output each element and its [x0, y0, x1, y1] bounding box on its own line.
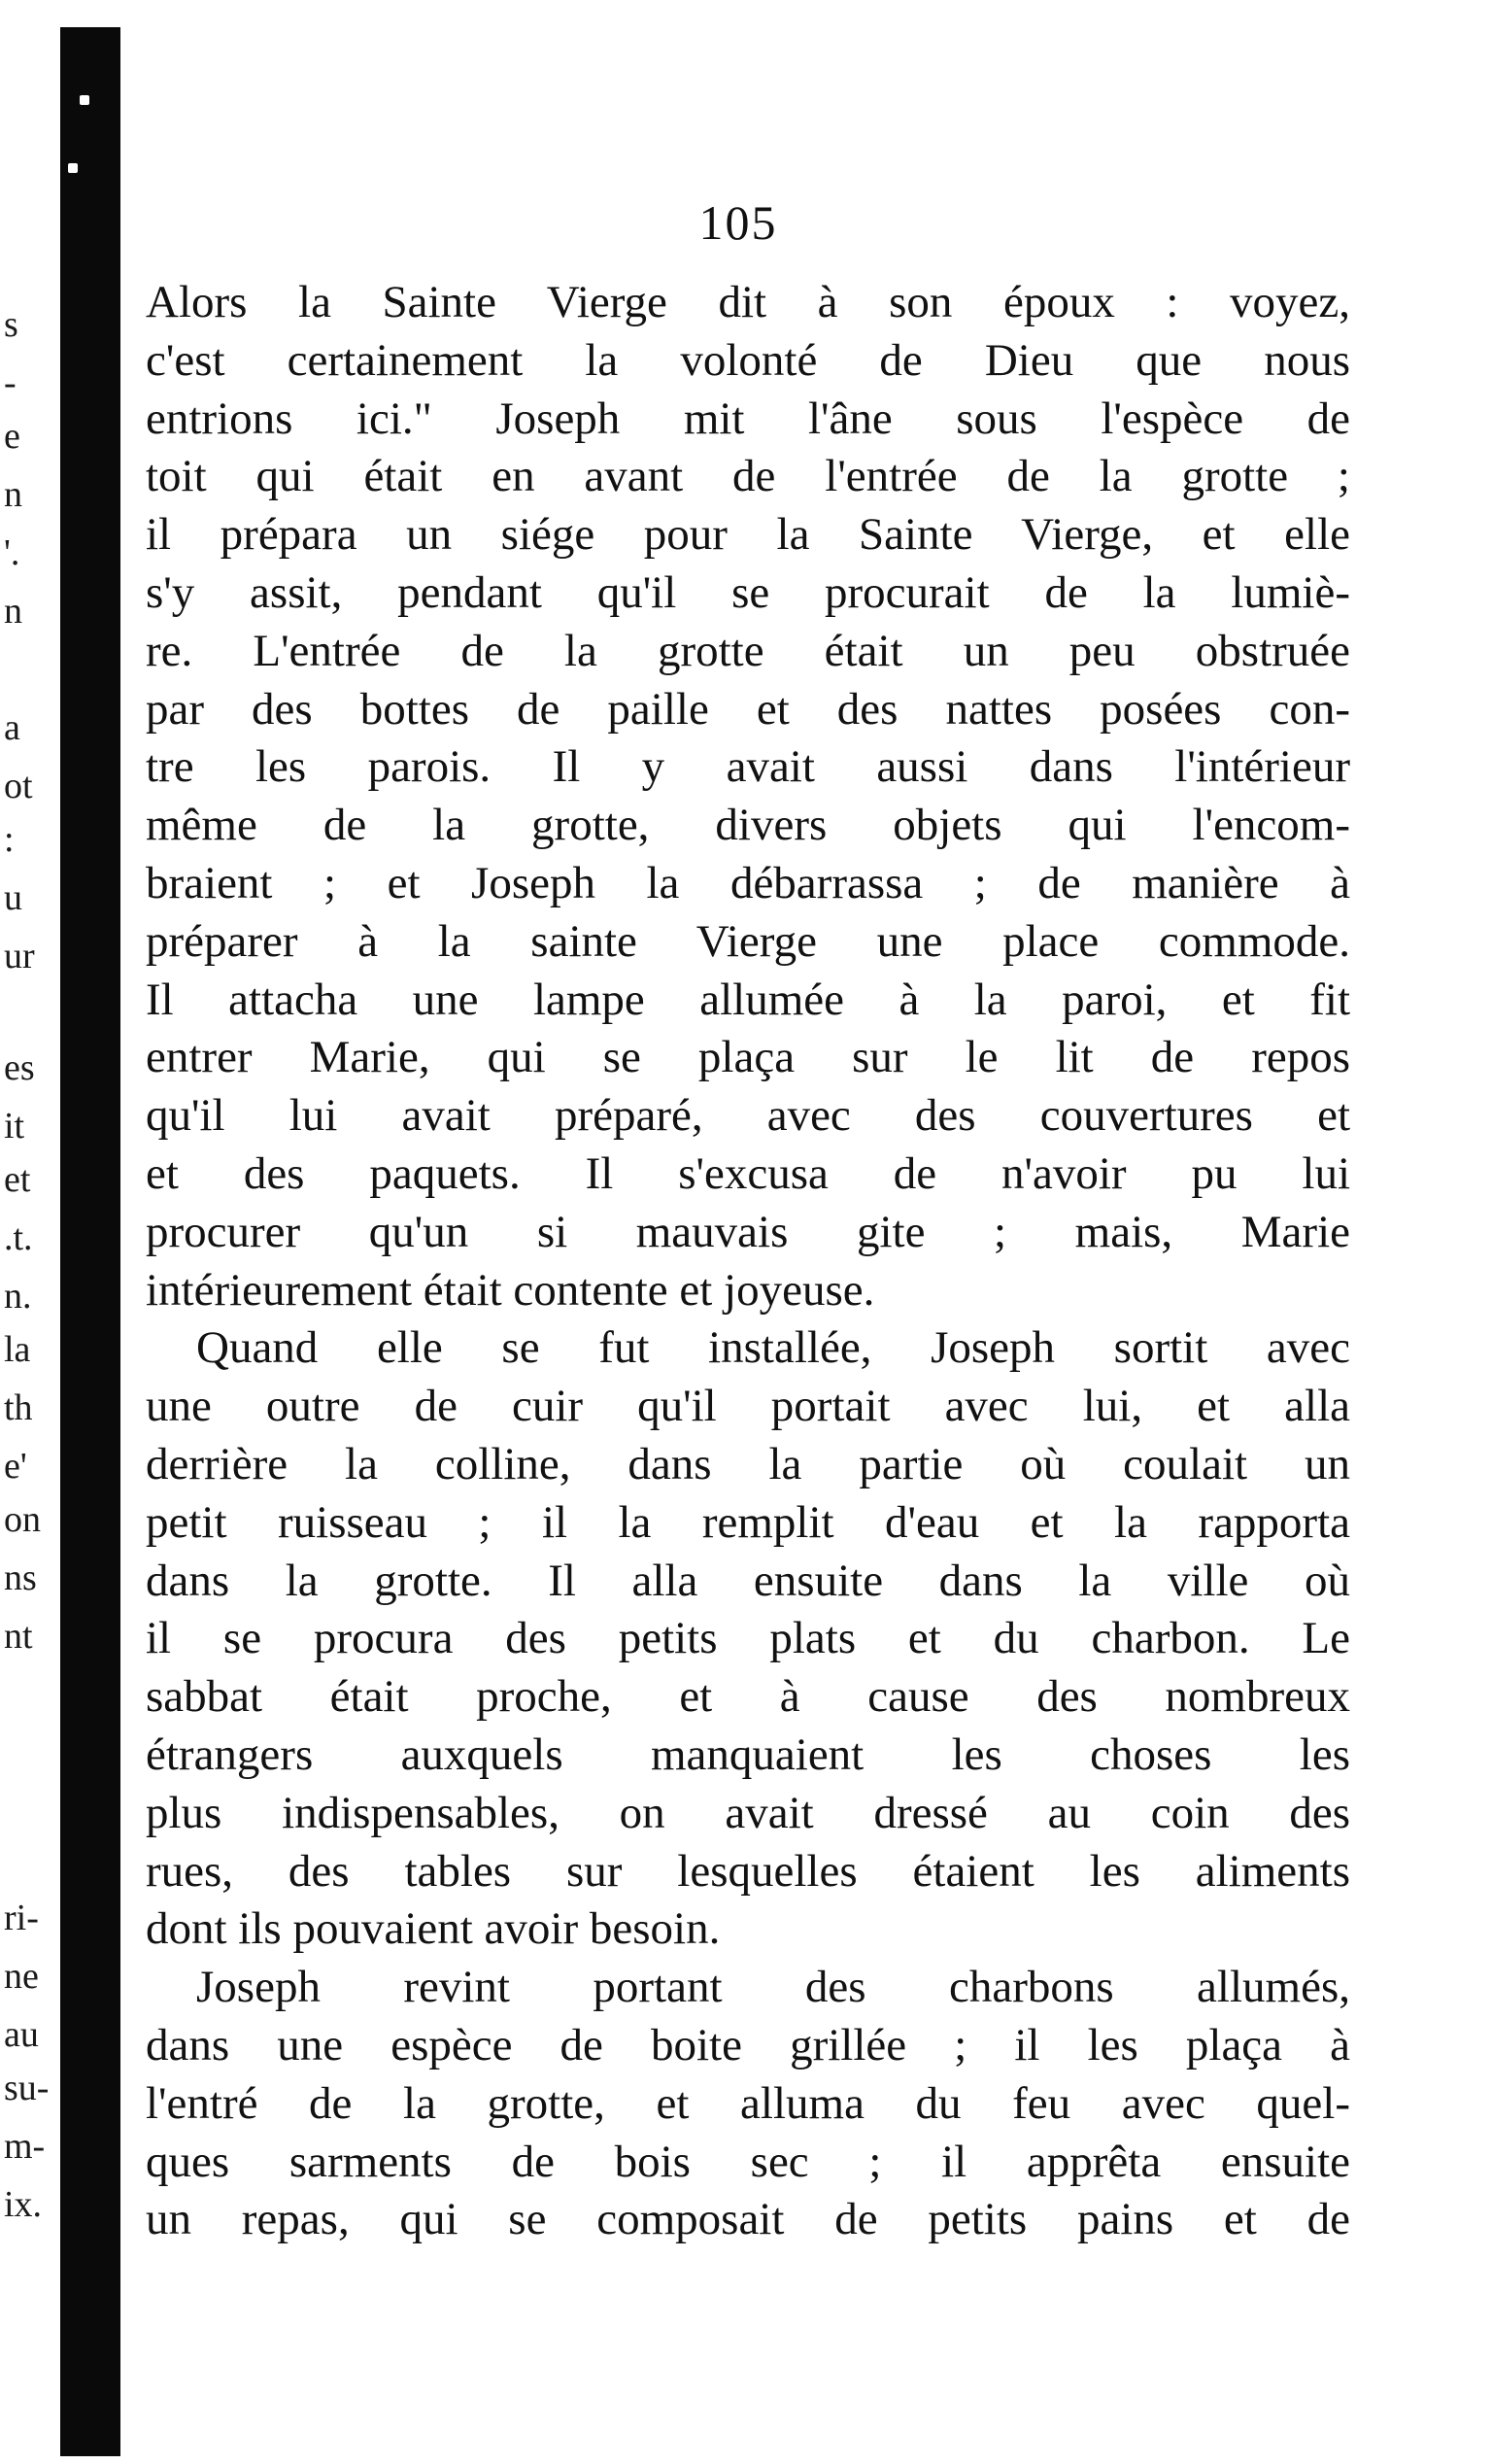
margin-fragment: nt — [4, 1616, 33, 1657]
text-line: sabbat était proche, et à cause des nombreux — [146, 1671, 1350, 1723]
margin-fragment: u — [4, 877, 22, 918]
margin-fragment: ix. — [4, 2184, 43, 2225]
text-line: toit qui était en avant de l'entrée de la grotte ; — [146, 451, 1350, 502]
text-line: tre les parois. Il y avait aussi dans l'intérieur — [146, 741, 1350, 793]
margin-fragment: ne — [4, 1956, 39, 1997]
margin-fragment: e' — [4, 1446, 27, 1487]
text-line: Alors la Sainte Vierge dit à son époux : voyez, — [146, 277, 1350, 327]
margin-fragment: m- — [4, 2126, 46, 2167]
text-line: ques sarments de bois sec ; il apprêta ensuite — [146, 2136, 1350, 2187]
margin-fragment: ur — [4, 936, 35, 976]
text-line: il prépara un siége pour la Sainte Vierge, et elle — [146, 509, 1350, 561]
margin-fragment: su- — [4, 2068, 50, 2108]
margin-fragment: ri- — [4, 1898, 39, 1938]
text-line: entrions ici." Joseph mit l'âne sous l'espèce de — [146, 393, 1350, 444]
gutter-mark — [80, 95, 89, 105]
text-line: l'entré de la grotte, et alluma du feu avec quel- — [146, 2077, 1350, 2129]
left-margin-fragments — [0, 0, 58, 2464]
margin-fragment: au — [4, 2014, 39, 2055]
text-line: plus indispensables, on avait dressé au coin des — [146, 1787, 1350, 1838]
text-line: Il attacha une lampe allumée à la paroi, et fit — [146, 974, 1350, 1025]
text-line: un repas, qui se composait de petits pains et de — [146, 2194, 1350, 2245]
margin-fragment: et — [4, 1159, 31, 1200]
margin-fragment: es — [4, 1047, 35, 1088]
text-line: même de la grotte, divers objets qui l'encom- — [146, 800, 1350, 851]
margin-fragment: '. — [4, 532, 20, 573]
margin-fragment: : — [4, 819, 15, 860]
text-line: re. L'entrée de la grotte était un peu obstruée — [146, 625, 1350, 676]
margin-fragment: la — [4, 1329, 31, 1370]
text-line: Quand elle se fut installée, Joseph sortit avec — [196, 1322, 1350, 1374]
text-line: il se procura des petits plats et du charbon. Le — [146, 1613, 1350, 1664]
margin-fragment: th — [4, 1387, 33, 1428]
text-line: préparer à la sainte Vierge une place commode. — [146, 915, 1350, 967]
margin-fragment: ot — [4, 766, 33, 806]
text-line: derrière la colline, dans la partie où coulait un — [146, 1438, 1350, 1489]
paragraph — [146, 1319, 1350, 1959]
text-line: une outre de cuir qu'il portait avec lui, et alla — [146, 1381, 1350, 1432]
margin-fragment: e — [4, 416, 20, 457]
text-line: par des bottes de paille et des nattes posées con- — [146, 683, 1350, 735]
text-line: c'est certainement la volonté de Dieu que nous — [146, 334, 1350, 386]
text-line: étrangers auxquels manquaient les choses les — [146, 1728, 1350, 1780]
text-line: procurer qu'un si mauvais gite ; mais, Marie — [146, 1206, 1350, 1257]
text-line: braient ; et Joseph la débarrassa ; de manière à — [146, 857, 1350, 908]
text-line: petit ruisseau ; il la remplit d'eau et la rapporta — [146, 1496, 1350, 1548]
margin-fragment: n. — [4, 1276, 32, 1317]
margin-fragment: .t. — [4, 1217, 33, 1258]
paragraph — [146, 1959, 1350, 2249]
text-line: Joseph revint portant des charbons allumés, — [196, 1962, 1350, 2013]
paragraph — [146, 274, 1350, 1319]
margin-fragment: s — [4, 304, 18, 345]
text-line: et des paquets. Il s'excusa de n'avoir pu lui — [146, 1147, 1350, 1199]
text-line: rues, des tables sur lesquelles étaient les aliments — [146, 1845, 1350, 1897]
text-line: dont ils pouvaient avoir besoin. — [146, 1903, 721, 1955]
text-line: qu'il lui avait préparé, avec des couvertures et — [146, 1090, 1350, 1142]
text-line: dans la grotte. Il alla ensuite dans la ville où — [146, 1555, 1350, 1606]
text-line: s'y assit, pendant qu'il se procurait de la lumiè- — [146, 566, 1350, 618]
margin-fragment: ns — [4, 1557, 37, 1598]
body-text — [146, 274, 1350, 2249]
text-line: entrer Marie, qui se plaça sur le lit de repos — [146, 1032, 1350, 1083]
text-line: intérieurement était contente et joyeuse. — [146, 1264, 875, 1316]
binding-gutter — [60, 27, 120, 2456]
page-number: 105 — [698, 195, 778, 250]
gutter-mark — [68, 163, 78, 173]
margin-fragment: n — [4, 474, 22, 515]
margin-fragment: it — [4, 1106, 25, 1146]
margin-fragment: a — [4, 707, 20, 748]
margin-fragment: on — [4, 1499, 41, 1540]
margin-fragment: - — [4, 362, 17, 403]
margin-fragment: n — [4, 591, 22, 632]
text-line: dans une espèce de boite grillée ; il les plaça à — [146, 2019, 1350, 2070]
